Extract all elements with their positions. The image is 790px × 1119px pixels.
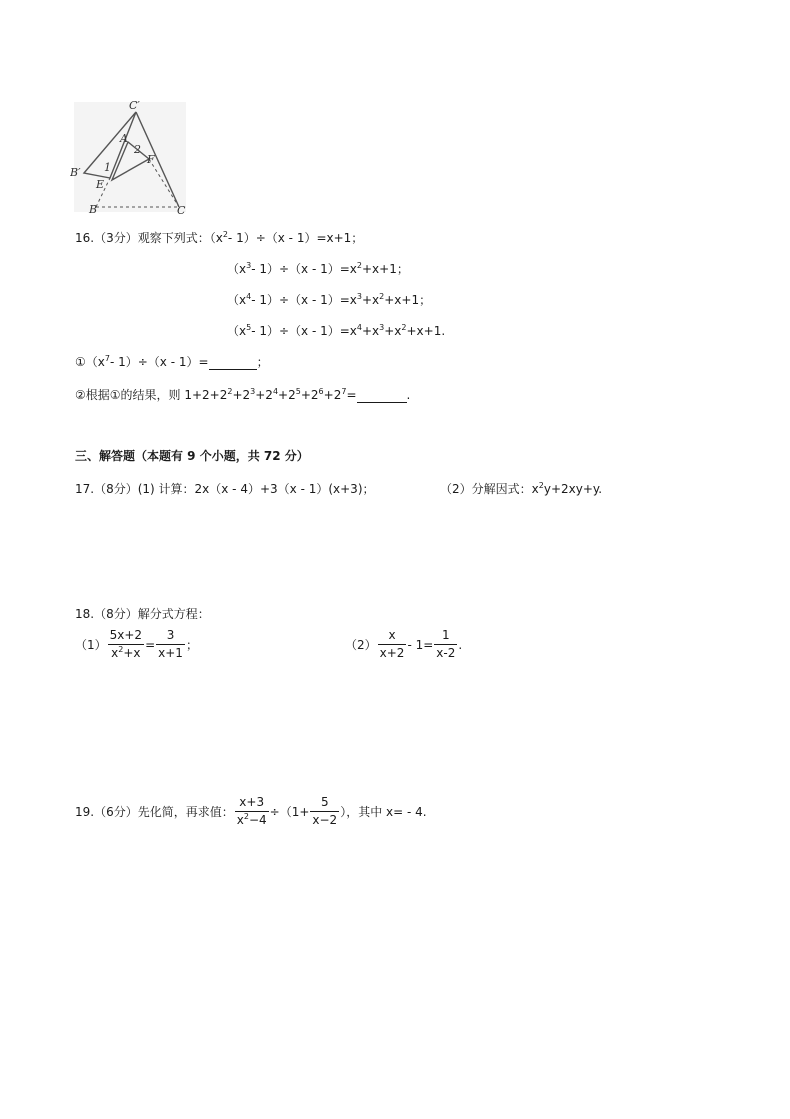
label-angle2: 2	[134, 143, 141, 156]
answer-blank-1[interactable]	[209, 355, 257, 370]
q18-part2: （2） $\frac{x}{x+2}$ - 1= $\frac{1}{x-2}$ .	[345, 628, 463, 660]
label-b-prime: B′	[70, 166, 81, 179]
fraction-2: $\frac{3}{x+1}$	[158, 628, 183, 660]
fraction-6: $\frac{5}{x-2}$	[312, 795, 338, 827]
section-title: 三、解答题（本题有 9 个小题，共 72 分）	[75, 449, 309, 463]
label-c-prime: C′	[129, 99, 140, 112]
label-c: C	[177, 204, 186, 216]
label-b: B	[89, 203, 98, 216]
fraction-4: $\frac{1}{x-2}$	[436, 628, 456, 660]
q17-part1: 17.（8分）(1) 计算：2x（x - 4）+3（x - 1）(x+3)；	[75, 482, 375, 496]
fraction-1: $\frac{5x+2}{x^2+x}$	[109, 628, 143, 660]
label-f: F	[147, 153, 155, 166]
label-e: E	[96, 178, 105, 191]
fraction-3: $\frac{x}{x+2}$	[379, 628, 405, 660]
triangle-figure	[70, 96, 190, 216]
q18-stem: 18.（8分）解分式方程：	[75, 607, 210, 621]
q16-sub2: ②根据①的结果，则 $1+2+2^2+2^3+2^4+2^5+2^6+2^7=$ .	[75, 387, 411, 402]
q16-line2: （$x^3-$ $1)\div(x - 1)=x^2+x+1$；	[227, 261, 409, 276]
q18-part1: （1） $\frac{5x+2}{x^2+x}$ = $\frac{3}{x+1}$ ；	[75, 628, 198, 660]
fraction-5: $\frac{x+3}{x^2-4}$	[236, 795, 267, 827]
answer-blank-2[interactable]	[357, 388, 407, 403]
q16-sub1: $①(x^7-$ 1）÷（x - 1）= ；	[75, 354, 269, 369]
label-a: A	[120, 132, 128, 145]
q17-part2: （2）分解因式：$x^2y+2xy+y$.	[440, 481, 603, 496]
q19-line: 19.（6分）先化简，再求值： $\frac{x+3}{x^2-4}$ ÷（1+ $\frac{5}{x-2}$ ），其中 x= - 4.	[75, 795, 427, 827]
label-angle1: 1	[104, 161, 111, 174]
q16-stem: 16.（3分）观察下列式：（$x^2-$ 1）÷（x - 1）=x+1；	[75, 230, 364, 245]
q16-line3: （$x^4-$ $1)\div(x - 1)=x^3+x^2+x+1$；	[227, 292, 432, 307]
q16-line4: （$x^5-$ $1)\div(x - 1)=x^4+x^3+x^2+x+1$.	[227, 323, 446, 338]
